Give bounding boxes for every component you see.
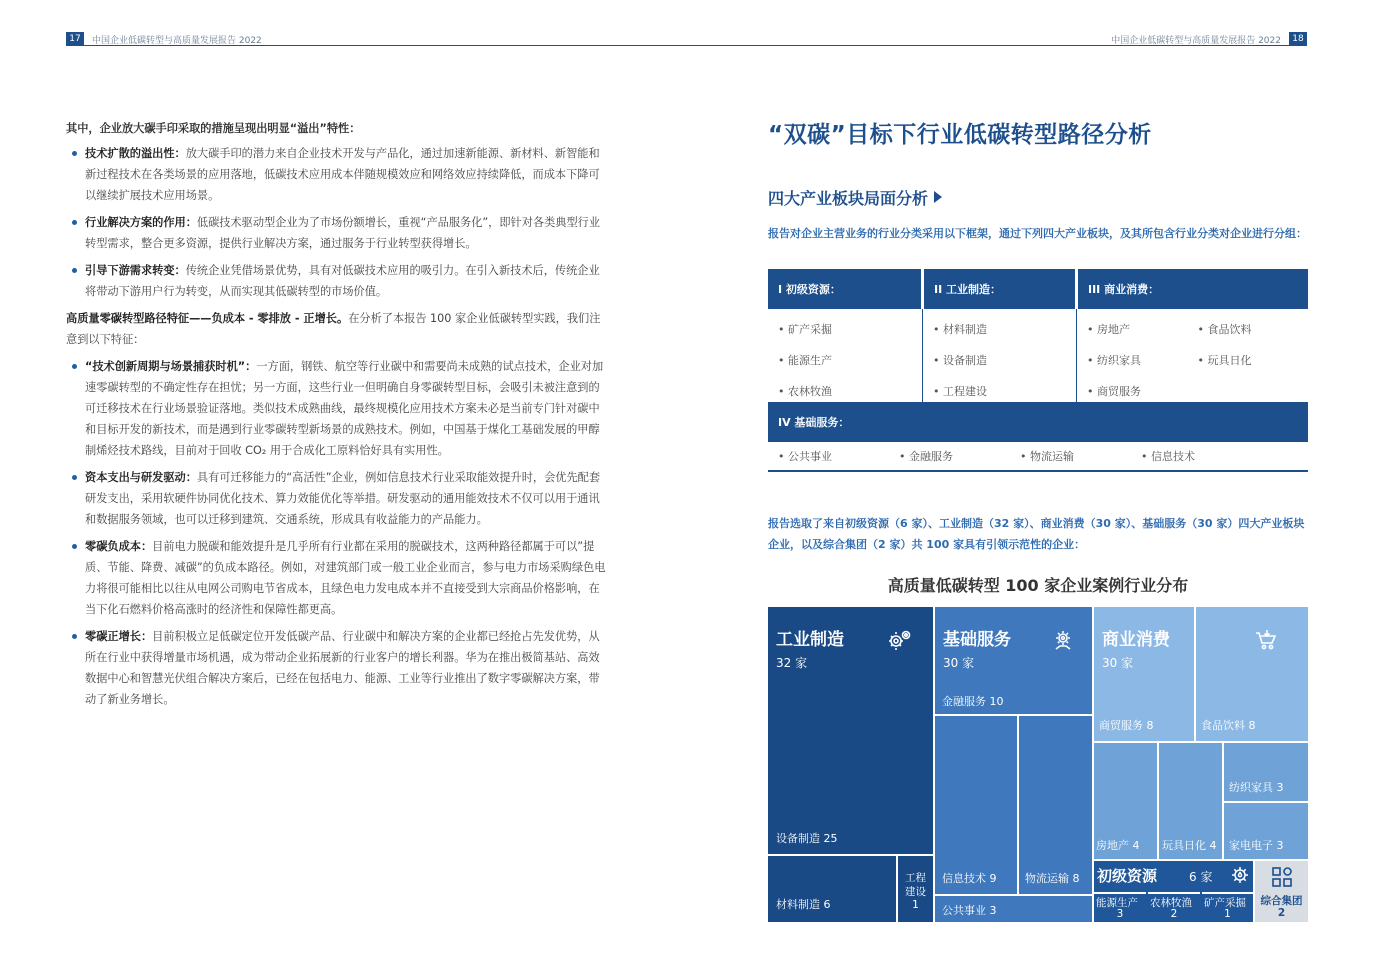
right-header [1111, 32, 1307, 46]
leaf-label: 建设 [905, 886, 926, 898]
list-item: • 物流运输 [1020, 450, 1074, 463]
list-item: • 商贸服务 [1087, 384, 1141, 398]
list-item: • 材料制造 [933, 322, 987, 336]
item-text: 目前电力脱碳和能效提升是几乎所有行业都在采用的脱碳技术，这两种路径都属于可以”提质、节能、降费、减碳”的负成本路径。例如，对建筑部门或一般工业企业而言，参与电力市场采购绿色电力将很可能相比以往从电网公司购电节省成本，且绿色电力发电成本并不直接受到大宗商品价格影响，在当下化石燃料价格高涨时的经济性和保障性都更高。 [85, 540, 606, 616]
subsection-title-text: 四大产业板块局面分析 [768, 189, 929, 208]
gears-icon [888, 629, 912, 651]
feature-paragraph [66, 308, 606, 350]
leaf-value: 3 [1116, 908, 1124, 920]
treemap-leaf-toys [1159, 743, 1222, 859]
treemap-leaf-it [935, 716, 1017, 894]
leaf-value: 2 [1277, 907, 1286, 919]
leaf-label: 材料制造 6 [776, 898, 831, 911]
group-count: 6 家 [1189, 870, 1213, 884]
group-count: 32 家 [776, 656, 808, 670]
leaf-label: 物流运输 8 [1025, 872, 1080, 885]
item-term: 资本支出与研发驱动： [85, 471, 197, 484]
leaf-label: 设备制造 25 [776, 832, 838, 845]
leaf-label: 房地产 4 [1096, 839, 1140, 852]
treemap-leaf-construction [898, 856, 933, 922]
treemap-leaf-finance [935, 607, 1092, 714]
list-item [66, 260, 606, 302]
item-text: 具有可迁移能力的“高活性”企业，例如信息技术行业采取能效提升时，会优先配套研发支出，采用软硬件协同优化技术、算力效能优化等举措。研发驱动的通用能效技术不仅可以用于通讯和数据服务领域，也可以迁移到建筑、交通系统，形成具有收益能力的产品能力。 [85, 471, 601, 526]
treemap-leaf-energy [1094, 892, 1146, 922]
right-page-number: 18 [1289, 32, 1307, 46]
shopping-cart-icon [1254, 629, 1278, 651]
sector-head-primary: I 初级资源： [768, 269, 921, 309]
chart-title: 高质量低碳转型 100 家企业案例行业分布 [887, 576, 1189, 595]
left-page-body [66, 118, 606, 716]
item-text: 低碳技术驱动型企业为了市场份额增长，重视“产品服务化”，即针对各类典型行业转型需求，整合更多资源，提供行业解决方案，通过服务于行业转型获得增长。 [85, 216, 601, 250]
list-item: • 信息技术 [1141, 450, 1195, 463]
triangle-right-icon [934, 191, 942, 203]
treemap-chart [768, 607, 1308, 922]
item-term: “技术创新周期与场景捕获时机”： [85, 360, 257, 373]
treemap-leaf-textile [1224, 743, 1308, 801]
framework-header-row [768, 269, 1308, 309]
item-term: 零碳正增长： [85, 630, 153, 643]
leaf-value: 1 [912, 899, 919, 911]
left-header-title: 中国企业低碳转型与高质量发展报告 2022 [92, 35, 262, 46]
leaf-value: 1 [1224, 908, 1231, 920]
treemap-leaf-agriculture [1148, 892, 1200, 922]
treemap-leaf-mining [1202, 892, 1253, 922]
leaf-label: 纺织家具 3 [1229, 781, 1284, 794]
header-rule-right [686, 45, 1307, 46]
lead-sentence: 其中，企业放大碳手印采取的措施呈现出明显“溢出”特性： [66, 122, 361, 135]
list-item: • 矿产采掘 [778, 322, 832, 336]
paragraph-term: 高质量零碳转型路径特征——负成本 - 零排放 - 正增长。 [66, 312, 349, 325]
item-text: 一方面，钢铁、航空等行业碳中和需要尚未成熟的试点技术，企业对加速零碳转型的不确定性存在担忧；另一方面，这些行业一但明确自身零碳转型目标，会吸引未被注意到的可迁移技术在行业场景验证落地。类似技术成熟曲线，最终规模化应用技术方案未必是当前专门针对碳中和目标开发的新技术，而是遇到行业零碳转型新场景的成熟技术。例如，中国基于煤化工基础发展的甲醇制烯烃技术路线，目前对于回收 CO₂ 用于合成化工原料恰好具有实用性。 [85, 360, 604, 457]
group-name: 工业制造 [776, 630, 844, 650]
leaf-label: 玩具日化 4 [1162, 839, 1217, 852]
item-term: 引导下游需求转变： [85, 264, 186, 277]
list-item: • 农林牧渔 [778, 384, 832, 398]
treemap-leaf-logistics [1019, 716, 1092, 894]
list-item: • 能源生产 [778, 353, 832, 367]
list-item: • 设备制造 [933, 353, 987, 367]
gear-drop-icon [1231, 866, 1249, 884]
sector-list-consumer [1077, 309, 1308, 402]
leaf-label: 商贸服务 8 [1099, 719, 1154, 732]
grid-apps-icon [1271, 866, 1293, 888]
list-item: • 房地产 [1087, 322, 1130, 336]
list-item [66, 626, 606, 710]
group-count: 30 家 [1102, 656, 1134, 670]
sector-head-consumer: III 商业消费： [1075, 269, 1308, 309]
sector-list-services [768, 442, 1308, 472]
item-term: 技术扩散的溢出性： [85, 147, 186, 160]
treemap-leaf-appliances [1224, 803, 1308, 859]
list-item: • 公共事业 [778, 450, 832, 463]
treemap-group-industry [768, 607, 933, 854]
leaf-label: 农林牧渔 [1150, 897, 1192, 909]
list-item: • 金融服务 [899, 450, 953, 463]
list-item: • 工程建设 [933, 384, 987, 398]
leaf-label: 金融服务 10 [942, 695, 1004, 708]
right-header-title: 中国企业低碳转型与高质量发展报告 2022 [1111, 35, 1281, 46]
spillover-list [66, 143, 606, 302]
item-text: 传统企业凭借场景优势，具有对低碳技术应用的吸引力。在引入新技术后，传统企业将带动下游用户行为转变，从而实现其低碳转型的市场价值。 [85, 264, 600, 298]
framework-intro: 报告对企业主营业务的行业分类采用以下框架，通过下列四大产业板块，及其所包含行业分类对企业进行分组： [768, 227, 1307, 240]
list-item [66, 212, 606, 254]
left-header [66, 32, 262, 46]
section-title: “双碳”目标下行业低碳转型路径分析 [768, 122, 1152, 148]
treemap-leaf-materials [768, 856, 896, 922]
sector-list-industry [923, 309, 1077, 402]
sector-head-services: IV 基础服务： [768, 402, 1308, 442]
list-item [66, 143, 606, 206]
list-item [66, 467, 606, 530]
item-text: 放大碳手印的潜力来自企业技术开发与产品化，通过加速新能源、新材料、新智能和新过程技术在各类场景的应用落地，低碳技术应用成本伴随规模效应和网络效应持续降低，而成本下降可以继续扩展技术应用场景。 [85, 147, 600, 202]
gear-hand-icon [1052, 629, 1074, 651]
sector-head-industry: II 工业制造： [921, 269, 1075, 309]
treemap-leaf-food [1196, 607, 1308, 741]
sample-note: 报告选取了来自初级资源（6 家）、工业制造（32 家）、商业消费（30 家）、基础服务（30 家）四大产业板块企业，以及综合集团（2 家）共 100 家具有引领示范性的企业： [768, 517, 1305, 551]
treemap-leaf-conglomerate [1255, 861, 1308, 922]
item-term: 行业解决方案的作用： [85, 216, 197, 229]
leaf-label: 矿产采掘 [1204, 897, 1246, 909]
sector-list-primary [768, 309, 923, 402]
framework-body-row [768, 309, 1308, 402]
list-item [66, 356, 606, 461]
list-item: • 食品饮料 [1197, 322, 1252, 336]
item-text: 目前积极立足低碳定位开发低碳产品、行业碳中和解决方案的企业都已经抢占先发优势，从所在行业中获得增量市场机遇，成为带动企业拓展新的行业客户的增长利器。华为在推出极简基站、高效数据中心和智慧光伏组合解决方案后，已经在包括电力、能源、工业等行业推出了数字零碳解决方案，带动了新业务增长。 [85, 630, 600, 706]
framework-table [768, 269, 1308, 472]
left-page-number: 17 [66, 32, 84, 46]
item-term: 零碳负成本： [85, 540, 153, 553]
group-name: 商业消费 [1102, 630, 1170, 650]
treemap-leaf-utilities [935, 896, 1092, 922]
feature-list [66, 356, 606, 710]
group-count: 30 家 [943, 656, 975, 670]
leaf-label: 家电电子 3 [1229, 839, 1284, 852]
group-name: 初级资源 [1097, 867, 1158, 885]
list-item: • 玩具日化 [1197, 353, 1252, 367]
list-item: • 纺织家具 [1087, 353, 1141, 367]
treemap-leaf-realestate [1094, 743, 1157, 859]
leaf-value: 2 [1170, 908, 1178, 920]
header-rule-left [66, 45, 686, 46]
leaf-label: 工程 [905, 872, 926, 884]
paragraph-text: 在分析了本报告 100 家企业低碳转型实践，我们注意到以下特征： [66, 312, 601, 346]
leaf-label: 综合集团 [1260, 895, 1303, 907]
treemap-leaf-trade [1094, 607, 1194, 741]
group-name: 基础服务 [943, 630, 1011, 650]
subsection-title [768, 186, 942, 209]
leaf-label: 能源生产 [1096, 897, 1138, 909]
list-item [66, 536, 606, 620]
leaf-label: 公共事业 3 [942, 904, 997, 917]
leaf-label: 食品饮料 8 [1201, 719, 1256, 732]
leaf-label: 信息技术 9 [942, 872, 997, 885]
